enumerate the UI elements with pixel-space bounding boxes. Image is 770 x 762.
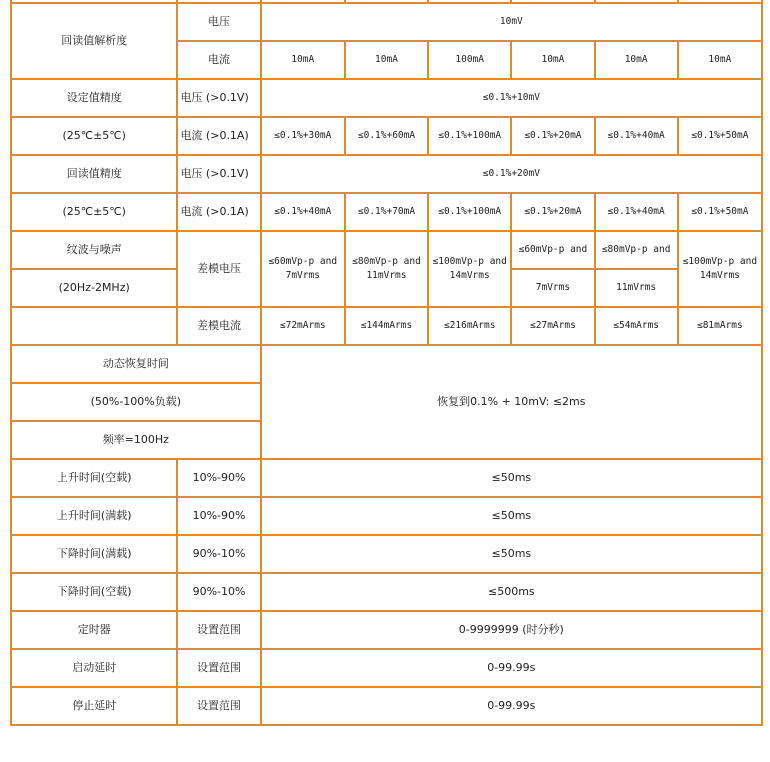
dynamic-freq-label: 频率=100Hz: [11, 421, 261, 459]
readback-accuracy-current: ≤0.1%+40mA: [261, 193, 345, 231]
timing-value: ≤50ms: [261, 497, 762, 535]
setting-accuracy-current: ≤0.1%+20mA: [511, 117, 594, 155]
voltage-label: 电压: [177, 3, 260, 41]
timing-value: ≤50ms: [261, 459, 762, 497]
empty-cell: [11, 307, 177, 345]
diff-voltage-value: ≤80mVp-p and 11mVrms: [345, 231, 428, 307]
diff-voltage-split-bottom: 7mVrms: [511, 269, 594, 307]
readback-resolution-label: 回读值解析度: [11, 3, 177, 79]
timing-label: 上升时间(满载): [11, 497, 177, 535]
readback-resolution-current: 100mA: [428, 41, 511, 79]
timing-label: 上升时间(空载): [11, 459, 177, 497]
timing-condition: 10%-90%: [177, 497, 260, 535]
ripple-noise-label: 纹波与噪声: [11, 231, 177, 269]
start-delay-label: 启动延时: [11, 649, 177, 687]
readback-accuracy-current: ≤0.1%+40mA: [595, 193, 678, 231]
readback-resolution-current: 10mA: [678, 41, 762, 79]
diff-voltage-value: ≤60mVp-p and 7mVrms: [261, 231, 345, 307]
readback-resolution-current: 10mA: [595, 41, 678, 79]
ripple-range-label: (20Hz-2MHz): [11, 269, 177, 307]
timing-condition: 10%-90%: [177, 459, 260, 497]
setting-accuracy-current: ≤0.1%+50mA: [678, 117, 762, 155]
spec-table: [10, 0, 763, 726]
setting-accuracy-label: 设定值精度: [11, 79, 177, 117]
readback-resolution-current: 10mA: [261, 41, 345, 79]
diff-current-value: ≤216mArms: [428, 307, 511, 345]
readback-accuracy-current: ≤0.1%+50mA: [678, 193, 762, 231]
diff-current-value: ≤81mArms: [678, 307, 762, 345]
readback-resolution-voltage: 10mV: [261, 3, 762, 41]
diff-current-value: ≤27mArms: [511, 307, 594, 345]
stop-delay-value: 0-99.99s: [261, 687, 762, 725]
dynamic-recovery-label: 动态恢复时间: [11, 345, 261, 383]
readback-accuracy-current: ≤0.1%+70mA: [345, 193, 428, 231]
readback-accuracy-current: ≤0.1%+20mA: [511, 193, 594, 231]
diff-current-label: 差模电流: [177, 307, 260, 345]
setting-accuracy-current: ≤0.1%+40mA: [595, 117, 678, 155]
setting-accuracy-current: ≤0.1%+60mA: [345, 117, 428, 155]
diff-current-value: ≤144mArms: [345, 307, 428, 345]
dynamic-recovery-value: 恢复到0.1% + 10mV: ≤2ms: [261, 345, 762, 459]
diff-voltage-split-top: ≤80mVp-p and: [595, 231, 678, 269]
diff-voltage-split-bottom: 11mVrms: [595, 269, 678, 307]
timing-condition: 90%-10%: [177, 535, 260, 573]
readback-accuracy-current: ≤0.1%+100mA: [428, 193, 511, 231]
dynamic-load-label: (50%-100%负载): [11, 383, 261, 421]
diff-voltage-value: ≤100mVp-p and 14mVrms: [678, 231, 762, 307]
timing-value: ≤50ms: [261, 535, 762, 573]
timing-label: 下降时间(满载): [11, 535, 177, 573]
setting-accuracy-current: ≤0.1%+30mA: [261, 117, 345, 155]
timing-label: 下降时间(空载): [11, 573, 177, 611]
diff-current-value: ≤54mArms: [595, 307, 678, 345]
timing-value: ≤500ms: [261, 573, 762, 611]
timing-condition: 90%-10%: [177, 573, 260, 611]
readback-temp-label: (25℃±5℃): [11, 193, 177, 231]
start-delay-value: 0-99.99s: [261, 649, 762, 687]
readback-current-label: 电流 (>0.1A): [177, 193, 260, 231]
diff-voltage-value: ≤100mVp-p and 14mVrms: [428, 231, 511, 307]
readback-accuracy-label: 回读值精度: [11, 155, 177, 193]
timer-value: 0-9999999 (时分秒): [261, 611, 762, 649]
setting-accuracy-current: ≤0.1%+100mA: [428, 117, 511, 155]
current-label: 电流: [177, 41, 260, 79]
readback-voltage-label: 电压 (>0.1V): [177, 155, 260, 193]
diff-voltage-label: 差模电压: [177, 231, 260, 307]
stop-delay-condition: 设置范围: [177, 687, 260, 725]
setting-temp-label: (25℃±5℃): [11, 117, 177, 155]
stop-delay-label: 停止延时: [11, 687, 177, 725]
setting-voltage-label: 电压 (>0.1V): [177, 79, 260, 117]
setting-current-label: 电流 (>0.1A): [177, 117, 260, 155]
start-delay-condition: 设置范围: [177, 649, 260, 687]
readback-resolution-current: 10mA: [511, 41, 594, 79]
readback-accuracy-voltage: ≤0.1%+20mV: [261, 155, 762, 193]
diff-current-value: ≤72mArms: [261, 307, 345, 345]
diff-voltage-split-top: ≤60mVp-p and: [511, 231, 594, 269]
timer-label: 定时器: [11, 611, 177, 649]
readback-resolution-current: 10mA: [345, 41, 428, 79]
setting-accuracy-voltage: ≤0.1%+10mV: [261, 79, 762, 117]
timer-condition: 设置范围: [177, 611, 260, 649]
